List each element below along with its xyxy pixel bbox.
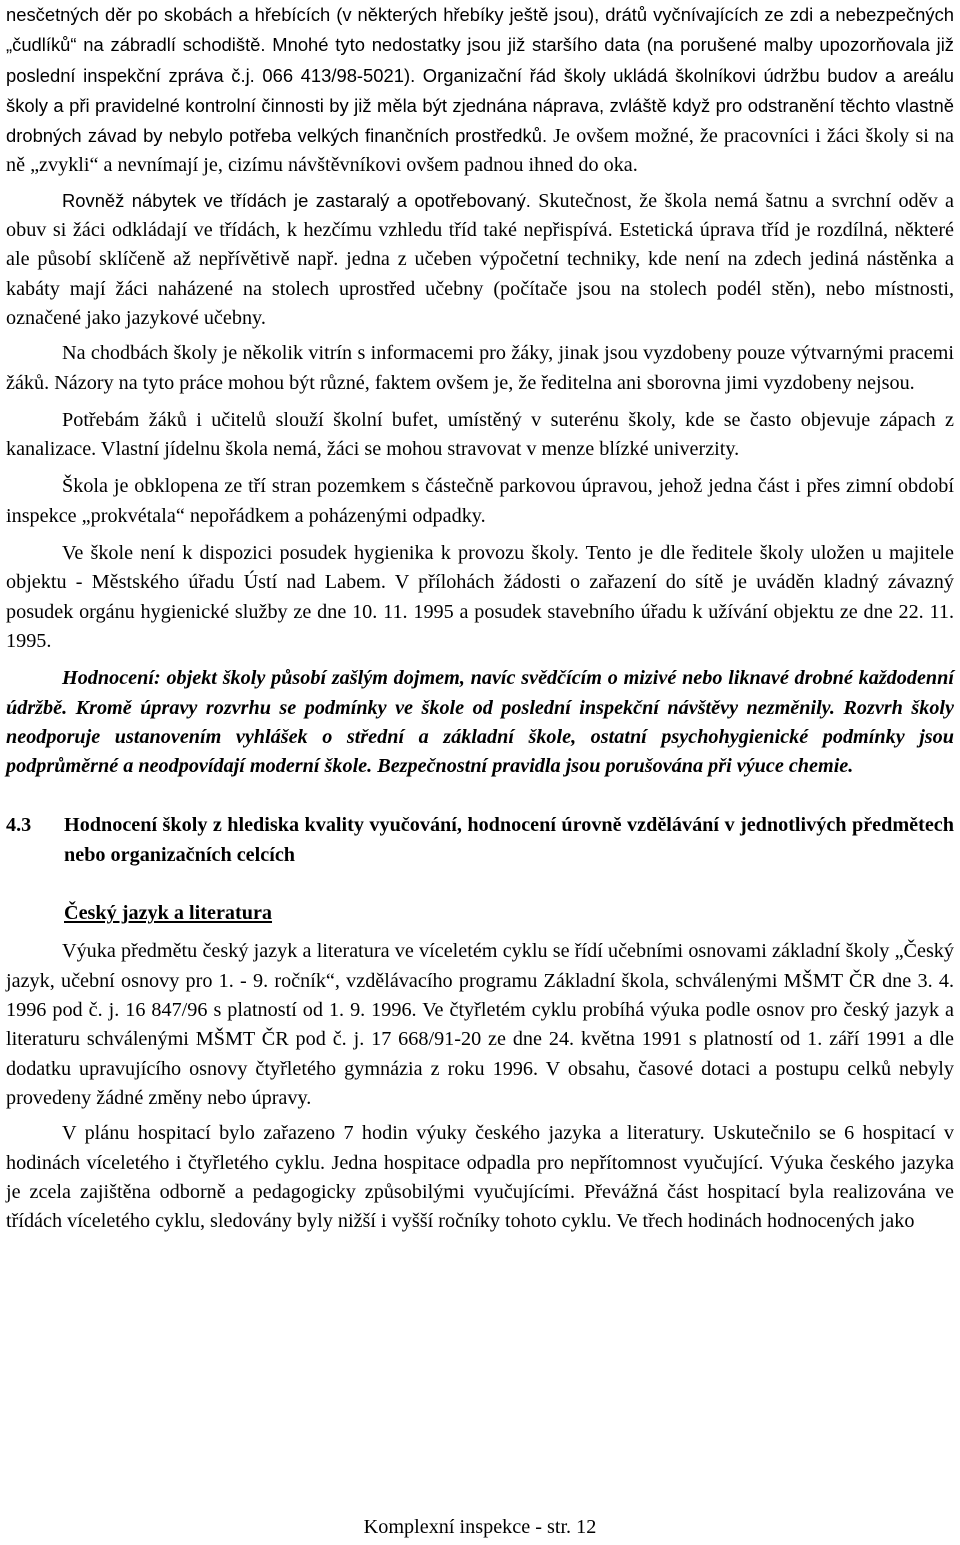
- paragraph-maintenance: [6, 0, 954, 181]
- paragraph-text: nesčetných děr po skobách a hřebících (v některých hřebíky ještě jsou), drátů vyčnívajících ze zdi a nebezpečných „čudlíků“ na zábradlí schodiště. Mnohé tyto nedostatky jsou již staršího data (na porušené malby upozorňovala již poslední inspekční zpráva č.j. 066 413/98-5021). Organizační řád školy ukládá školníkovi údržbu budov a areálu školy a při pravidelné kontrolní činnosti by již měla být zjednána náprava, zvláště když pro odstranění těchto vlastně drobných závad by nebylo potřeba velkých finančních prostředků.: [6, 4, 954, 147]
- paragraph-curriculum: [6, 937, 954, 1113]
- paragraph-text: Škola je obklopena ze tří stran pozemkem s částečně parkovou úpravou, jehož jedna část i přes zimní období inspekce „prokvétala“ nepořádkem a poházenými odpadky.: [6, 475, 954, 527]
- paragraph-text: Ve škole není k dispozici posudek hygienika k provozu školy. Tento je dle ředitele školy uložen u majitele objektu - Městského úřadu Ústí nad Labem. V přílohách žádosti o zařazení do sítě je uváděn kladný závazný posudek orgánu hygienické služby ze dne 10. 11. 1995 a posudek stavebního úřadu k užívání objektu ze dne 22. 11. 1995.: [6, 542, 954, 652]
- paragraph-grounds: [6, 472, 954, 531]
- paragraph-buffet: [6, 406, 954, 465]
- paragraph-text: Skutečnost, že škola nemá šatnu a svrchní oděv a obuv si žáci odkládají ve třídách, k hezčímu vzhledu tříd také nepřispívá. Estetická úprava tříd je rozdílná, některé ale působí sklíčeně až nepřívětivě např. jedna z učeben výpočetní techniky, kde není na zdech jediná nástěnka a kabáty mají žáci naházené na stolech uprostřed učebny (počítače jsou na stolech podél stěn), nebo místnosti, označené jako jazykové učebny.: [6, 189, 954, 329]
- paragraph-text: Rovněž nábytek ve třídách je zastaralý a opotřebovaný.: [62, 189, 531, 211]
- paragraph-text: Na chodbách školy je několik vitrín s informacemi pro žáky, jinak jsou vyzdobeny pouze výtvarnými pracemi žáků. Názory na tyto práce mohou být různé, faktem ovšem je, že ředitelna ani sborovna jimi vyzdobeny nejsou.: [6, 342, 954, 394]
- paragraph-text: V plánu hospitací bylo zařazeno 7 hodin výuky českého jazyka a literatury. Uskutečnilo se 6 hospitací v hodinách víceletého i čtyřletého cyklu. Jedna hospitace odpadla pro nepřítomnost vyučující. Výuka českého jazyka je zcela zajištěna odborně a pedagogicky způsobilými vyučujícími. Převážná část hospitací byla realizována ve třídách víceletého cyklu, sledovány byly nižší i vyšší ročníky tohoto cyklu. Ve třech hodinách hodnocených jako: [6, 1122, 954, 1233]
- paragraph-text: Potřebám žáků i učitelů slouží školní bufet, umístěný v suterénu školy, kde se často objevuje zápach z kanalizace. Vlastní jídelnu škola nemá, žáci se mohou stravovat v menze blízké univerzity.: [6, 408, 954, 461]
- paragraph-text: Je ovšem možné, že pracovníci i žáci školy si na ně „zvykli“ a nevnímají je, cizímu návštěvníkovi ovšem padnou ihned do oka.: [6, 125, 954, 177]
- section-number: 4.3: [6, 814, 32, 837]
- paragraph-text: Hodnocení: objekt školy působí zašlým dojmem, navíc svědčícím o mizivé nebo liknavé drobné každodenní údržbě. Kromě úpravy rozvrhu se podmínky ve škole od poslední inspekční návštěvy nezměnily. Rozvrh školy neodporuje ustanovením vyhlášek o střední a základní škole, ostatní psychohygienické podmínky jsou podprůměrné a neodpovídají moderní škole. Bezpečnostní pravidla jsou porušována při výuce chemie.: [6, 667, 954, 778]
- paragraph-text: Výuka předmětu český jazyk a literatura ve víceletém cyklu se řídí učebními osnovami základní školy „Český jazyk, učební osnovy pro 1. - 9. ročník“, vzdělávacího programu Základní škola, schválenými MŠMT ČR dne 3. 4. 1996 pod č. j. 16 847/96 s platností od 1. 9. 1996. Ve čtyřletém cyklu probíhá výuka podle osnov pro český jazyk a literaturu schválenými MŠMT ČR pod č. j. 17 668/91-20 ze dne 24. května 1991 s platností od 1. září 1991 a dle dodatku upravujícího osnovy čtyřletého gymnázia z roku 1996. V obsahu, časové dotaci a postupu celků nebyly provedeny žádné změny nebo úpravy.: [6, 940, 954, 1109]
- section-heading: [6, 810, 954, 870]
- section-title: Hodnocení školy z hlediska kvality vyučování, hodnocení úrovně vzdělávání v jednotlivých předmětech nebo organizačních celcích: [64, 814, 954, 867]
- document-page: [6, 0, 954, 1236]
- paragraph-corridors: [6, 339, 954, 398]
- subsection-title: Český jazyk a literatura: [64, 902, 273, 925]
- paragraph-hygiene: [6, 539, 954, 656]
- paragraph-inspections: [6, 1119, 954, 1236]
- assessment-paragraph: [6, 664, 954, 781]
- paragraph-furniture: [6, 186, 954, 333]
- page-footer: Komplexní inspekce - str. 12: [363, 1516, 597, 1538]
